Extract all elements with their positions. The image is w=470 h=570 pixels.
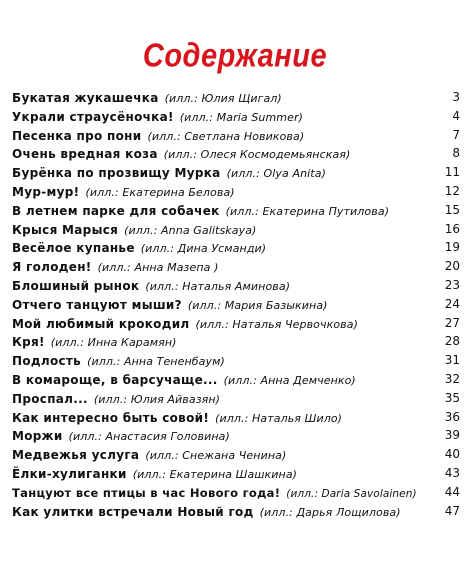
toc-entry <box>12 370 460 389</box>
toc-entry <box>12 201 460 220</box>
entry-title: Кря! <box>12 335 45 350</box>
entry-illustrator: (илл.: Мария Базыкина) <box>187 298 328 312</box>
entry-page-number: 35 <box>444 390 460 405</box>
entry-page-number: 15 <box>444 202 460 217</box>
entry-illustrator: (илл.: Anna Galitskaya) <box>124 223 257 237</box>
entry-illustrator: (илл.: Дина Усманди) <box>140 242 267 256</box>
toc-entry <box>12 464 460 483</box>
toc-entry <box>12 107 460 126</box>
entry-illustrator: (илл.: Maria Summer) <box>179 110 303 124</box>
entry-title: Весёлое купанье <box>12 241 135 256</box>
toc-entry <box>12 257 460 276</box>
entry-illustrator: (илл.: Наталья Червочкова) <box>195 317 358 331</box>
entry-illustrator: (илл.: Анастасия Головина) <box>68 430 230 444</box>
entry-title: Блошиный рынок <box>12 278 140 293</box>
toc-entry <box>12 126 460 145</box>
entry-illustrator: (илл.: Дарья Лощилова) <box>259 505 401 519</box>
entry-illustrator: (илл.: Екатерина Шашкина) <box>132 467 298 481</box>
page-title: Содержание <box>142 37 328 75</box>
toc-entry <box>12 144 460 163</box>
entry-illustrator: (илл.: Светлана Новикова) <box>147 129 305 143</box>
toc-entry <box>12 389 460 408</box>
entry-title: Мур-мур! <box>12 184 80 199</box>
entry-title: Ёлки-хулиганки <box>12 466 127 481</box>
entry-page-number: 24 <box>444 296 460 311</box>
toc-entry <box>12 220 460 239</box>
entry-illustrator: (илл.: Наталья Шило) <box>215 411 343 425</box>
entry-page-number: 27 <box>444 315 460 330</box>
entry-title: В комароще, в барсучаще... <box>12 372 218 387</box>
entry-title: Как интересно быть совой! <box>12 410 210 425</box>
entry-illustrator: (илл.: Olya Anita) <box>226 167 326 181</box>
toc-entry <box>12 426 460 445</box>
toc-entry <box>12 314 460 333</box>
entry-page-number: 47 <box>444 503 460 518</box>
entry-title: Я голоден! <box>12 260 92 275</box>
entry-page-number: 36 <box>444 409 460 424</box>
toc-entry <box>12 332 460 351</box>
entry-title: Медвежья услуга <box>12 448 140 463</box>
entry-page-number: 23 <box>444 277 460 292</box>
entry-title: Отчего танцуют мыши? <box>12 297 182 312</box>
entry-title: Букатая жукашечка <box>12 91 159 105</box>
entry-illustrator: (илл.: Екатерина Путилова) <box>225 204 390 218</box>
toc-entry <box>12 88 460 107</box>
entry-title: Как улитки встречали Новый год <box>12 504 254 519</box>
entry-title: Украли страусёночка! <box>12 109 174 124</box>
entry-title: Песенка про пони <box>12 128 142 143</box>
entry-illustrator: (илл.: Инна Карамян) <box>50 336 177 350</box>
entry-page-number: 7 <box>452 127 460 142</box>
entry-title: Очень вредная коза <box>12 147 158 162</box>
entry-illustrator: (илл.: Daria Savolainen) <box>286 487 417 500</box>
toc-entry <box>12 276 460 295</box>
table-of-contents <box>12 88 460 520</box>
entry-title: Проспал... <box>12 391 88 406</box>
entry-title: Мой любимый крокодил <box>12 316 190 331</box>
entry-page-number: 12 <box>444 183 460 198</box>
entry-page-number: 4 <box>452 108 460 123</box>
entry-illustrator: (илл.: Наталья Аминова) <box>145 279 291 293</box>
entry-page-number: 31 <box>444 353 460 368</box>
toc-entry <box>12 351 460 370</box>
entry-illustrator: (илл.: Снежана Ченина) <box>145 449 287 463</box>
entry-page-number: 11 <box>444 165 460 180</box>
entry-page-number: 32 <box>444 371 460 386</box>
entry-page-number: 16 <box>444 221 460 236</box>
entry-page-number: 39 <box>444 428 460 443</box>
toc-entry <box>12 408 460 427</box>
toc-entry <box>12 445 460 464</box>
toc-entry <box>12 163 460 182</box>
entry-illustrator: (илл.: Анна Тененбаум) <box>87 355 225 369</box>
entry-illustrator: (илл.: Анна Демченко) <box>223 373 356 387</box>
toc-entry <box>12 182 460 201</box>
entry-page-number: 43 <box>444 465 460 480</box>
entry-page-number: 8 <box>452 146 460 161</box>
toc-entry <box>12 483 460 502</box>
entry-illustrator: (илл.: Екатерина Белова) <box>85 185 235 199</box>
entry-page-number: 3 <box>452 90 460 104</box>
entry-page-number: 20 <box>444 259 460 274</box>
entry-title: Танцуют все птицы в час Нового года! <box>12 485 281 500</box>
toc-entry <box>12 295 460 314</box>
entry-title: Подлость <box>12 354 82 369</box>
entry-page-number: 19 <box>444 240 460 255</box>
entry-title: В летнем парке для собачек <box>12 203 220 218</box>
entry-title: Бурёнка по прозвищу Мурка <box>12 166 221 181</box>
entry-page-number: 44 <box>444 484 460 499</box>
entry-illustrator: (илл.: Олеся Космодемьянская) <box>163 148 351 162</box>
entry-title: Крыся Марыся <box>12 222 119 237</box>
entry-page-number: 40 <box>444 447 460 462</box>
entry-illustrator: (илл.: Анна Мазепа ) <box>97 261 219 275</box>
entry-illustrator: (илл.: Юлия Айвазян) <box>93 392 221 406</box>
toc-entry <box>12 502 460 521</box>
entry-illustrator: (илл.: Юлия Щигал) <box>164 92 282 105</box>
entry-title: Моржи <box>12 429 63 444</box>
entry-page-number: 28 <box>444 334 460 349</box>
toc-entry <box>12 238 460 257</box>
